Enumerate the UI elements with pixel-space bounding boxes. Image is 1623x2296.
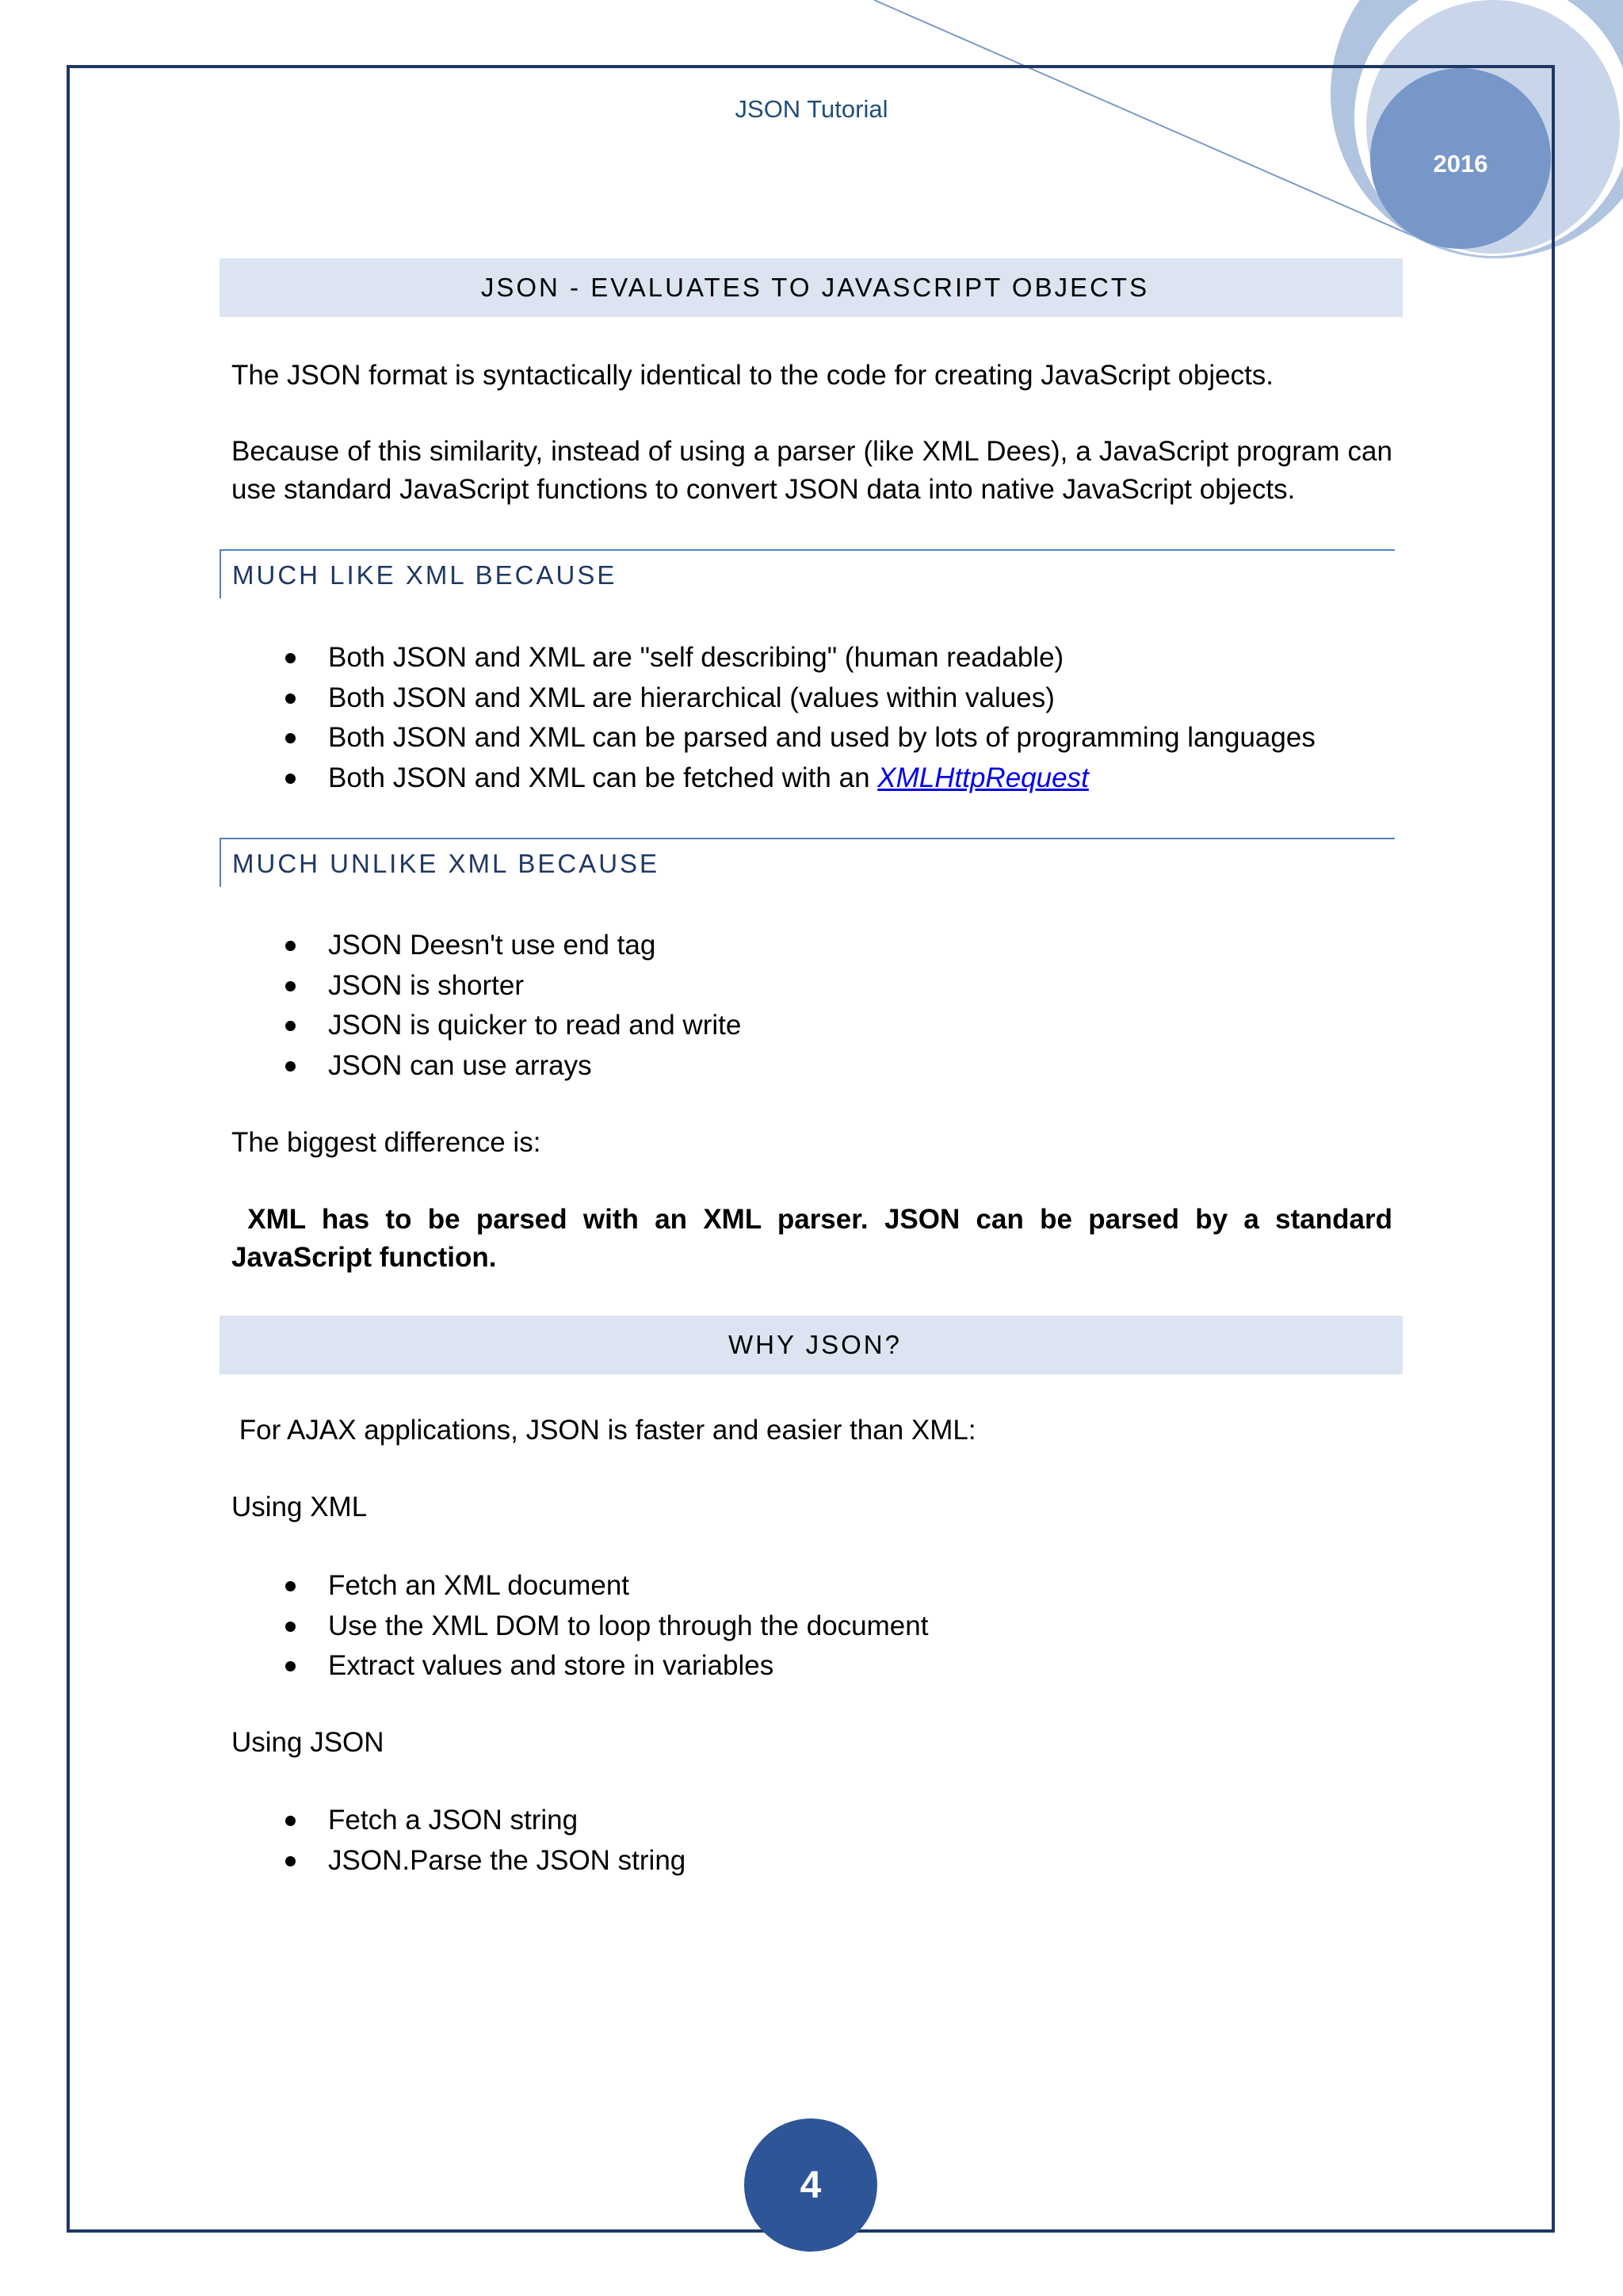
using-xml-list xyxy=(285,1566,928,1687)
paragraph-xml-parser: XML has to be parsed with an XML parser. JSON can be parsed by a standard JavaScript function. xyxy=(231,1204,1400,1273)
paragraph-ajax: For AJAX applications, JSON is faster and easier than XML: xyxy=(231,1415,976,1446)
list-item: JSON is shorter xyxy=(285,966,741,1007)
list-item: Both JSON and XML are "self describing" (human readable) xyxy=(285,638,1316,678)
section-heading-text: JSON - EVALUATES TO JAVASCRIPT OBJECTS xyxy=(480,273,1150,302)
unlike-xml-list xyxy=(285,926,741,1086)
header-title: JSON Tutorial xyxy=(735,95,888,123)
list-item: Fetch a JSON string xyxy=(285,1801,685,1841)
like-xml-list xyxy=(285,638,1316,798)
subheading-like-xml xyxy=(220,549,1395,598)
paragraph-similarity: Because of this similarity, instead of using a parser (like XML Dees), a JavaScript program can use standard JavaScript functions to convert JSON data into native JavaScript objects. xyxy=(231,436,1392,505)
page-number: 4 xyxy=(744,2118,877,2252)
using-json-list xyxy=(285,1801,685,1881)
paragraph-biggest-difference: The biggest difference is: xyxy=(231,1127,541,1158)
subheading-text: MUCH LIKE XML BECAUSE xyxy=(232,560,617,590)
label-using-xml: Using XML xyxy=(231,1492,368,1522)
list-item: JSON can use arrays xyxy=(285,1046,741,1087)
paragraph-syntax: The JSON format is syntactically identical to the code for creating JavaScript objects. xyxy=(231,360,1274,391)
xmlhttprequest-link[interactable]: XMLHttpRequest xyxy=(877,762,1089,793)
year-badge: 2016 xyxy=(1433,150,1488,178)
list-item: JSON Deesn't use end tag xyxy=(285,926,741,966)
list-item: Both JSON and XML are hierarchical (values within values) xyxy=(285,678,1316,719)
label-using-json: Using JSON xyxy=(231,1727,384,1758)
section-heading-evaluates xyxy=(220,258,1403,317)
list-item: Use the XML DOM to loop through the document xyxy=(285,1606,928,1647)
list-item-text: Both JSON and XML can be fetched with an xyxy=(328,762,878,793)
list-item: Fetch an XML document xyxy=(285,1566,928,1606)
section-heading-why-json xyxy=(220,1316,1403,1374)
subheading-text: MUCH UNLIKE XML BECAUSE xyxy=(232,849,660,878)
list-item: Both JSON and XML can be parsed and used by lots of programming languages xyxy=(285,718,1316,758)
list-item: JSON is quicker to read and write xyxy=(285,1006,741,1046)
list-item: Extract values and store in variables xyxy=(285,1646,928,1687)
list-item: JSON.Parse the JSON string xyxy=(285,1841,685,1881)
subheading-unlike-xml xyxy=(220,838,1395,887)
section-heading-text: WHY JSON? xyxy=(728,1330,902,1359)
list-item xyxy=(285,758,1316,799)
